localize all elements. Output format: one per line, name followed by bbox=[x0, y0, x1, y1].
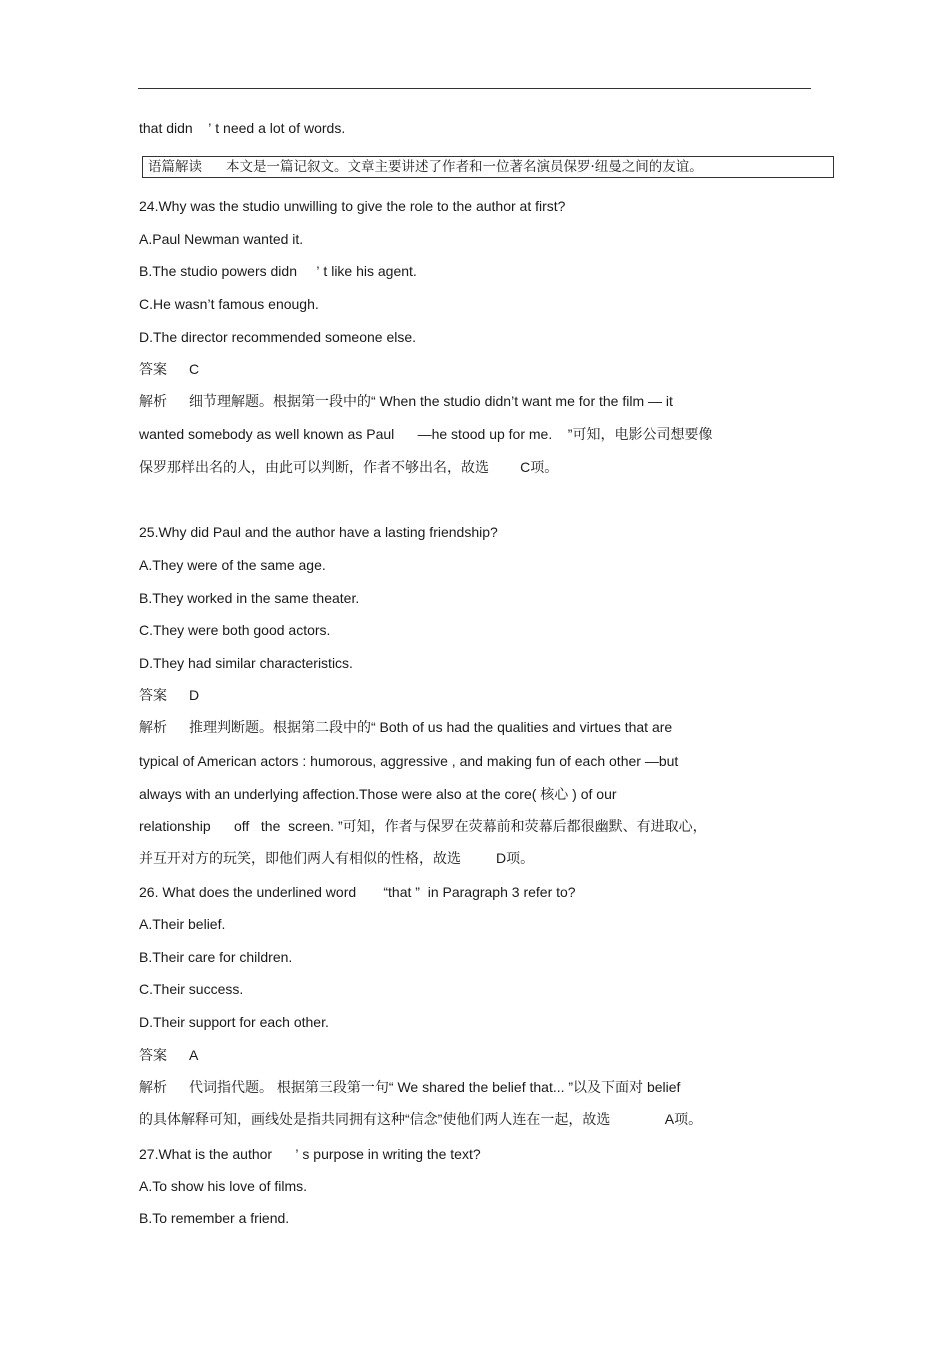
q26-option-b: B.Their care for children. bbox=[139, 949, 293, 965]
analysis-label: 解析 bbox=[139, 393, 167, 409]
q24-analysis-line: 保罗那样出名的人，由此可以判断，作者不够出名，故选 C项。 bbox=[139, 459, 559, 475]
q25-analysis-line: 并互开对方的玩笑，即他们两人有相似的性格，故选 D项。 bbox=[139, 850, 535, 866]
header-rule bbox=[138, 88, 811, 89]
q24-analysis-line bbox=[139, 392, 673, 410]
question-25: 25.Why did Paul and the author have a lasting friendship? bbox=[139, 524, 498, 540]
q26-option-c: C.Their success. bbox=[139, 981, 244, 997]
q26-option-a: A.Their belief. bbox=[139, 916, 226, 932]
q24-option-a: A.Paul Newman wanted it. bbox=[139, 231, 304, 247]
q26-analysis-line: 的具体解释可知，画线处是指共同拥有这种“信念”使他们两人连在一起，故选 A项。 bbox=[139, 1111, 703, 1127]
q25-option-b: B.They worked in the same theater. bbox=[139, 590, 360, 606]
q26-answer bbox=[139, 1046, 198, 1064]
q24-option-c: C.He wasn’t famous enough. bbox=[139, 296, 319, 312]
q24-analysis-line: wanted somebody as well known as Paul —he stood up for me. ”可知，电影公司想要像 bbox=[139, 426, 713, 442]
q25-answer bbox=[139, 686, 199, 704]
q27-option-a: A.To show his love of films. bbox=[139, 1178, 308, 1194]
q25-analysis-line bbox=[139, 718, 672, 736]
answer-value: C bbox=[189, 361, 200, 377]
q24-answer bbox=[139, 360, 199, 378]
answer-label: 答案 bbox=[139, 1047, 167, 1063]
answer-label: 答案 bbox=[139, 687, 167, 703]
q25-option-c: C.They were both good actors. bbox=[139, 622, 331, 638]
analysis-text: 细节理解题。根据第一段中的“ When the studio didn’t want me for the film — it bbox=[189, 393, 673, 409]
q24-option-d: D.The director recommended someone else. bbox=[139, 329, 417, 345]
q26-option-d: D.Their support for each other. bbox=[139, 1014, 329, 1030]
analysis-text: 代词指代题。 根据第三段第一句“ We shared the belief that... ”以及下面对 belief bbox=[189, 1079, 681, 1095]
q25-option-d: D.They had similar characteristics. bbox=[139, 655, 353, 671]
q25-analysis-line: relationship off the screen. ”可知，作者与保罗在荧幕前和荧幕后都很幽默、有进取心， bbox=[139, 818, 707, 834]
analysis-label: 解析 bbox=[139, 719, 167, 735]
q25-option-a: A.They were of the same age. bbox=[139, 557, 326, 573]
question-24: 24.Why was the studio unwilling to give the role to the author at first? bbox=[139, 198, 566, 214]
answer-value: A bbox=[189, 1047, 199, 1063]
question-27: 27.What is the author ’ s purpose in writing the text? bbox=[139, 1146, 481, 1162]
question-26: 26. What does the underlined word “that ” in Paragraph 3 refer to? bbox=[139, 884, 576, 900]
summary-box bbox=[142, 156, 834, 178]
summary-text: 本文是一篇记叙文。文章主要讲述了作者和一位著名演员保罗·纽曼之间的友谊。 bbox=[226, 159, 703, 175]
summary-label: 语篇解读 bbox=[148, 159, 202, 175]
answer-label: 答案 bbox=[139, 361, 167, 377]
q25-analysis-line: typical of American actors : humorous, aggressive , and making fun of each other —but bbox=[139, 753, 679, 769]
q27-option-b: B.To remember a friend. bbox=[139, 1210, 290, 1226]
q24-option-b: B.The studio powers didn ’ t like his agent. bbox=[139, 263, 417, 279]
answer-value: D bbox=[189, 687, 200, 703]
q25-analysis-line: always with an underlying affection.Those were also at the core( 核心 ) of our bbox=[139, 786, 617, 802]
q26-analysis-line bbox=[139, 1078, 680, 1096]
continuation-line: that didn ’ t need a lot of words. bbox=[139, 120, 346, 136]
analysis-label: 解析 bbox=[139, 1079, 167, 1095]
analysis-text: 推理判断题。根据第二段中的“ Both of us had the qualities and virtues that are bbox=[189, 719, 673, 735]
